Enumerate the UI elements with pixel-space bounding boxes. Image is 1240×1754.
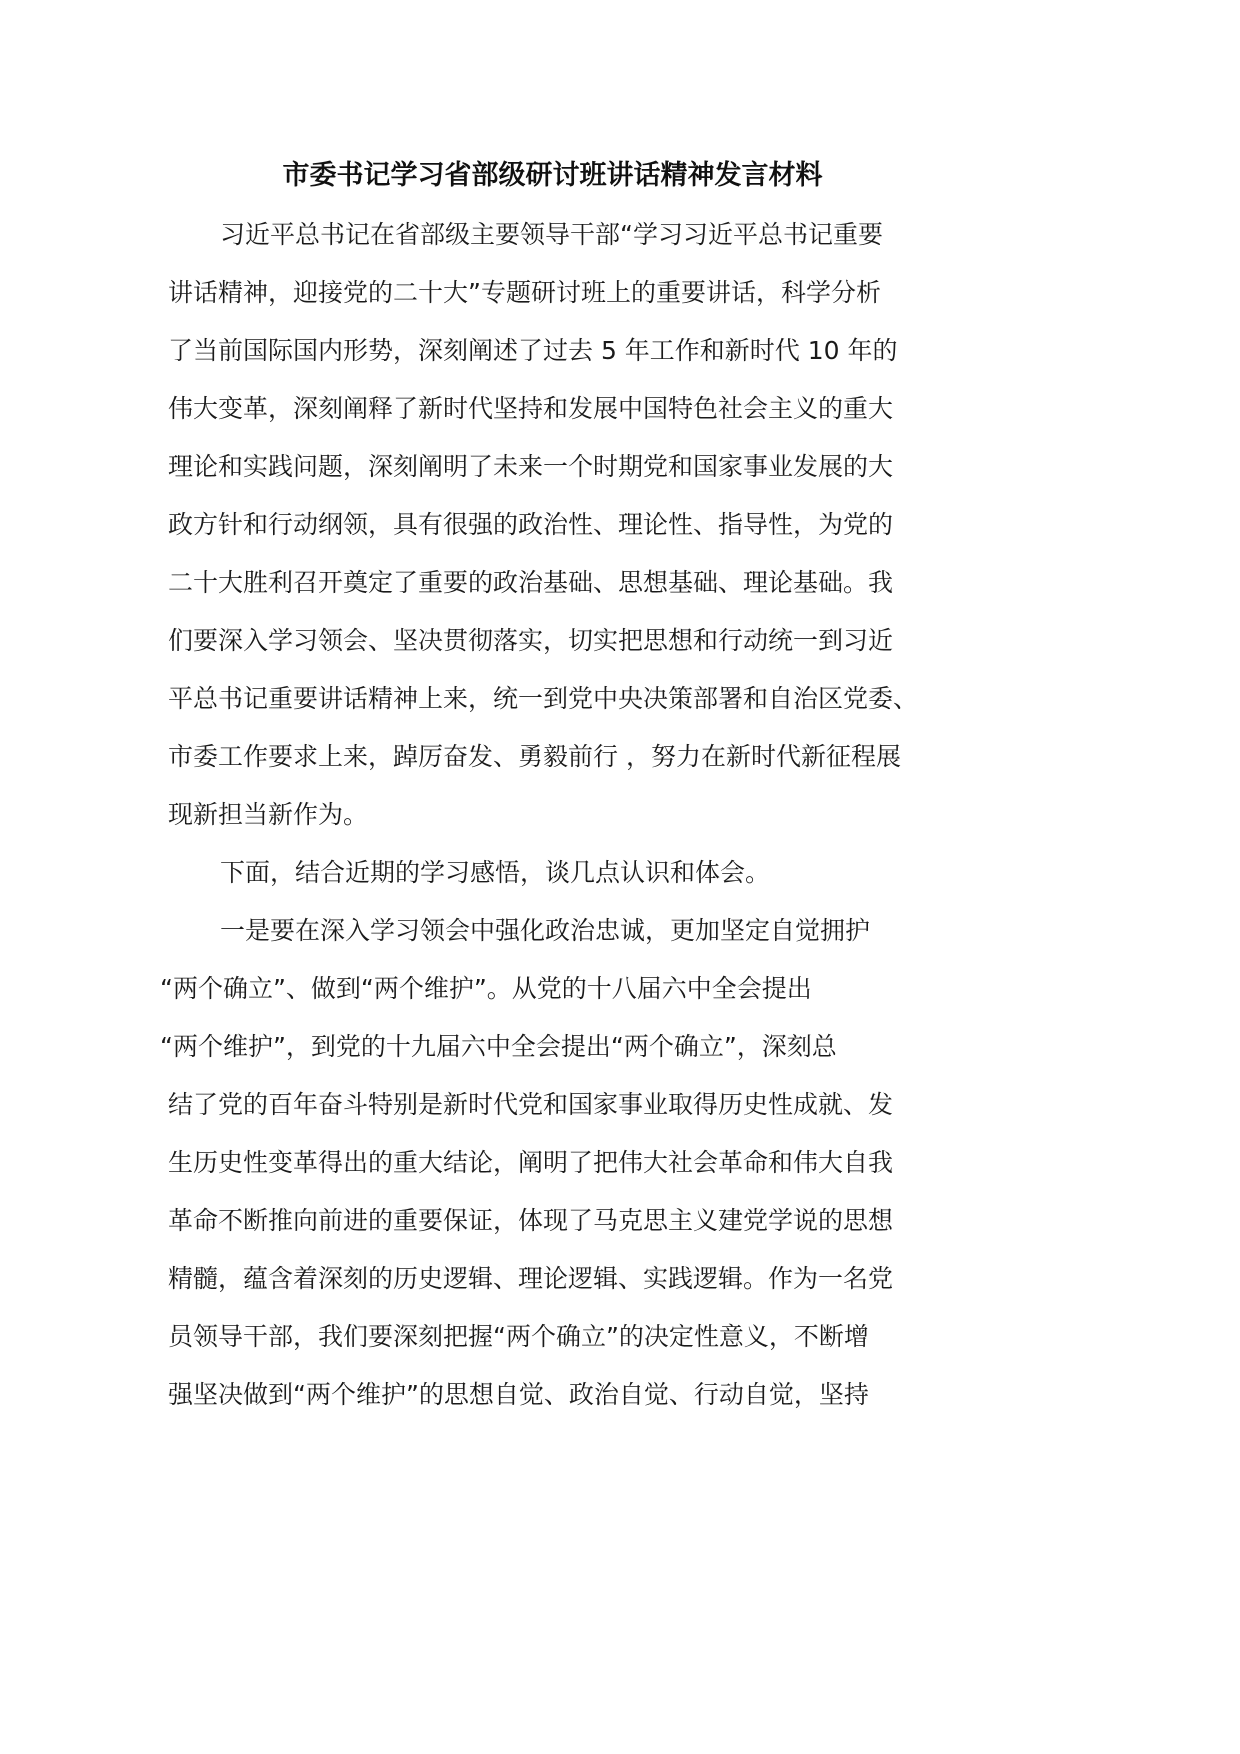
paragraph-line: 平总书记重要讲话精神上来，统一到党中央决策部署和自治区党委、 — [168, 684, 919, 713]
paragraph-line: 员领导干部，我们要深刻把握“两个确立”的决定性意义，不断增 — [168, 1322, 869, 1351]
paragraph-line: “两个维护”，到党的十九届六中全会提出“两个确立”，深刻总 — [160, 1032, 837, 1061]
paragraph-line: 革命不断推向前进的重要保证，体现了马克思主义建党学说的思想 — [168, 1206, 894, 1235]
paragraph-line: 生历史性变革得出的重大结论，阐明了把伟大社会革命和伟大自我 — [168, 1148, 894, 1177]
paragraph-line: 了当前国际国内形势，深刻阐述了过去 5 年工作和新时代 10 年的 — [168, 336, 898, 365]
paragraph-line: 市委工作要求上来，踔厉奋发、勇毅前行 ，努力在新时代新征程展 — [168, 742, 901, 771]
paragraph-line: 现新担当新作为。 — [168, 800, 369, 829]
paragraph-line: 下面，结合近期的学习感悟，谈几点认识和体会。 — [220, 858, 771, 887]
paragraph-line: 习近平总书记在省部级主要领导干部“学习习近平总书记重要 — [220, 220, 883, 249]
paragraph-line: 政方针和行动纲领，具有很强的政治性、理论性、指导性，为党的 — [168, 510, 894, 539]
paragraph-line: 二十大胜利召开奠定了重要的政治基础、思想基础、理论基础。我 — [168, 568, 894, 597]
paragraph-line: 结了党的百年奋斗特别是新时代党和国家事业取得历史性成就、发 — [168, 1090, 894, 1119]
paragraph-line: 一是要在深入学习领会中强化政治忠诚，更加坚定自觉拥护 — [220, 916, 871, 945]
document-title: 市委书记学习省部级研讨班讲话精神发言材料 — [282, 160, 823, 191]
paragraph-line: 讲话精神，迎接党的二十大”专题研讨班上的重要讲话，科学分析 — [168, 278, 881, 307]
paragraph-line: 们要深入学习领会、坚决贯彻落实，切实把思想和行动统一到习近 — [168, 626, 894, 655]
paragraph-line: “两个确立”、做到“两个维护”。从党的十八届六中全会提出 — [160, 974, 812, 1003]
paragraph-line: 强坚决做到“两个维护”的思想自觉、政治自觉、行动自觉，坚持 — [168, 1380, 869, 1409]
paragraph-line: 伟大变革，深刻阐释了新时代坚持和发展中国特色社会主义的重大 — [168, 394, 894, 423]
paragraph-line: 理论和实践问题，深刻阐明了未来一个时期党和国家事业发展的大 — [168, 452, 894, 481]
paragraph-line: 精髓，蕴含着深刻的历史逻辑、理论逻辑、实践逻辑。作为一名党 — [168, 1264, 894, 1293]
